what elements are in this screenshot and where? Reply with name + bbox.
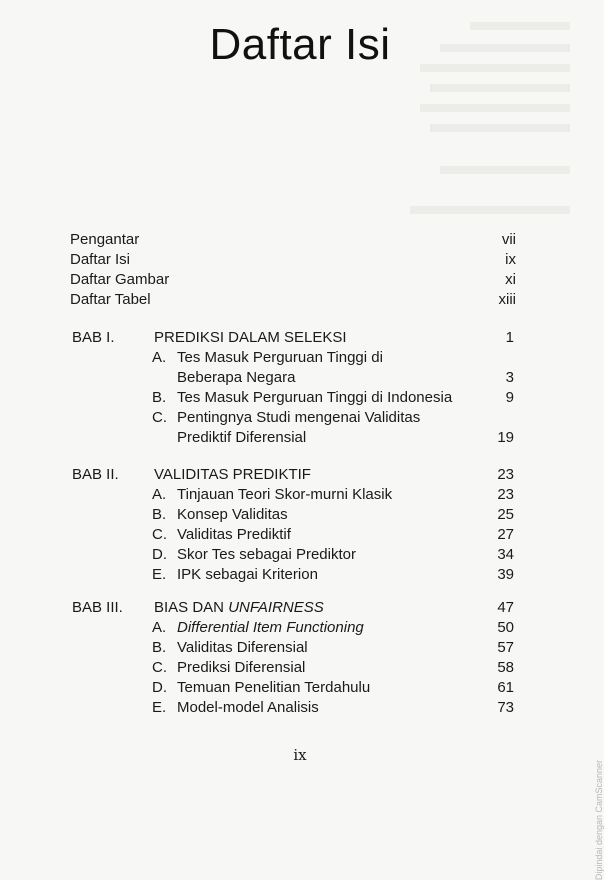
front-matter-list xyxy=(70,230,516,310)
toc-subentry[interactable] xyxy=(72,638,514,658)
subentry-letter: D. xyxy=(152,679,167,696)
chapter-title-text: BIAS DAN xyxy=(154,599,229,616)
toc-entry-label: Daftar Isi xyxy=(70,251,131,268)
toc-subentry[interactable] xyxy=(72,678,514,698)
subentry-title: Model-model Analisis xyxy=(177,699,319,716)
subentry-page: 73 xyxy=(497,699,514,716)
subentry-page: 50 xyxy=(497,619,514,636)
chapter-number: BAB II. xyxy=(72,466,119,483)
toc-subentry[interactable] xyxy=(72,565,514,585)
subentry-page: 9 xyxy=(505,389,514,406)
subentry-title-line1: Tes Masuk Perguruan Tinggi di Indonesia xyxy=(177,389,453,406)
toc-entry[interactable] xyxy=(70,230,516,250)
subentry-letter: B. xyxy=(152,506,167,523)
subentry-title: Skor Tes sebagai Prediktor xyxy=(177,546,356,563)
page-number-footer: ix xyxy=(293,746,307,764)
scanner-watermark: Dipindai dengan CamScanner xyxy=(594,760,604,880)
subentry-page: 25 xyxy=(497,506,514,523)
subentry-title: IPK sebagai Kriterion xyxy=(177,566,318,583)
subentry-page: 3 xyxy=(505,369,514,386)
toc-entry-page: ix xyxy=(505,251,516,268)
subentry-page: 23 xyxy=(497,486,514,503)
toc-subentry[interactable] xyxy=(72,388,514,408)
toc-subentry[interactable] xyxy=(72,525,514,545)
toc-subentry[interactable] xyxy=(72,408,514,448)
subentry-page: 58 xyxy=(497,659,514,676)
subentry-letter: A. xyxy=(152,349,167,366)
chapter-page: 1 xyxy=(505,329,514,346)
subentry-title-line2: Beberapa Negara xyxy=(177,369,296,386)
subentry-title-line2: Prediktif Diferensial xyxy=(177,429,307,446)
subentry-title: Validitas Diferensial xyxy=(177,639,308,656)
toc-entry[interactable] xyxy=(70,290,516,310)
subentry-title: Prediksi Diferensial xyxy=(177,659,306,676)
subentry-page: 19 xyxy=(497,429,514,446)
subentry-title-line1: Tes Masuk Perguruan Tinggi di xyxy=(177,349,383,366)
chapter-number: BAB III. xyxy=(72,599,123,616)
toc-entry-label: Daftar Gambar xyxy=(70,271,170,288)
chapter-1 xyxy=(72,328,514,448)
toc-subentry[interactable] xyxy=(72,545,514,565)
chapter-page: 23 xyxy=(497,466,514,483)
chapter-number: BAB I. xyxy=(72,329,115,346)
toc-entry[interactable] xyxy=(70,270,516,290)
subentry-letter: A. xyxy=(152,486,167,503)
subentry-letter: C. xyxy=(152,409,167,426)
toc-entry-label: Pengantar xyxy=(70,231,140,248)
toc-entry-page: xi xyxy=(505,271,516,288)
chapter-2 xyxy=(72,465,514,585)
subentry-title: Temuan Penelitian Terdahulu xyxy=(177,679,371,696)
subentry-letter: D. xyxy=(152,546,167,563)
toc-entry-page: xiii xyxy=(498,291,516,308)
subentry-letter: B. xyxy=(152,639,167,656)
chapter-title-emphasis: UNFAIRNESS xyxy=(228,599,324,616)
toc-subentry[interactable] xyxy=(72,618,514,638)
subentry-title: Differential Item Functioning xyxy=(177,619,364,636)
toc-subentry[interactable] xyxy=(72,698,514,718)
toc-entry-label: Daftar Tabel xyxy=(70,291,151,308)
subentry-page: 57 xyxy=(497,639,514,656)
subentry-page: 27 xyxy=(497,526,514,543)
subentry-letter: A. xyxy=(152,619,167,636)
subentry-letter: B. xyxy=(152,389,167,406)
chapter-title: VALIDITAS PREDIKTIF xyxy=(154,466,311,483)
subentry-title: Tinjauan Teori Skor-murni Klasik xyxy=(177,486,393,503)
chapter-title xyxy=(154,598,474,618)
chapter-title: PREDIKSI DALAM SELEKSI xyxy=(154,329,347,346)
toc-subentry[interactable] xyxy=(72,485,514,505)
toc-entry[interactable] xyxy=(70,250,516,270)
subentry-letter: C. xyxy=(152,526,167,543)
toc-subentry[interactable] xyxy=(72,505,514,525)
subentry-title: Konsep Validitas xyxy=(177,506,288,523)
chapter-heading[interactable] xyxy=(72,465,514,485)
chapter-3 xyxy=(72,598,514,718)
chapter-page: 47 xyxy=(497,599,514,616)
toc-entry-page: vii xyxy=(501,231,516,248)
toc-subentry[interactable] xyxy=(72,348,514,388)
page-title: Daftar Isi xyxy=(209,20,391,69)
chapter-heading[interactable] xyxy=(72,598,514,618)
subentry-letter: E. xyxy=(152,566,167,583)
subentry-letter: E. xyxy=(152,699,167,716)
toc-subentry[interactable] xyxy=(72,658,514,678)
subentry-page: 61 xyxy=(497,679,514,696)
subentry-title: Validitas Prediktif xyxy=(177,526,291,543)
subentry-letter: C. xyxy=(152,659,167,676)
chapter-heading[interactable] xyxy=(72,328,514,348)
subentry-page: 34 xyxy=(497,546,514,563)
subentry-title-line1: Pentingnya Studi mengenai Validitas xyxy=(177,409,421,426)
subentry-page: 39 xyxy=(497,566,514,583)
